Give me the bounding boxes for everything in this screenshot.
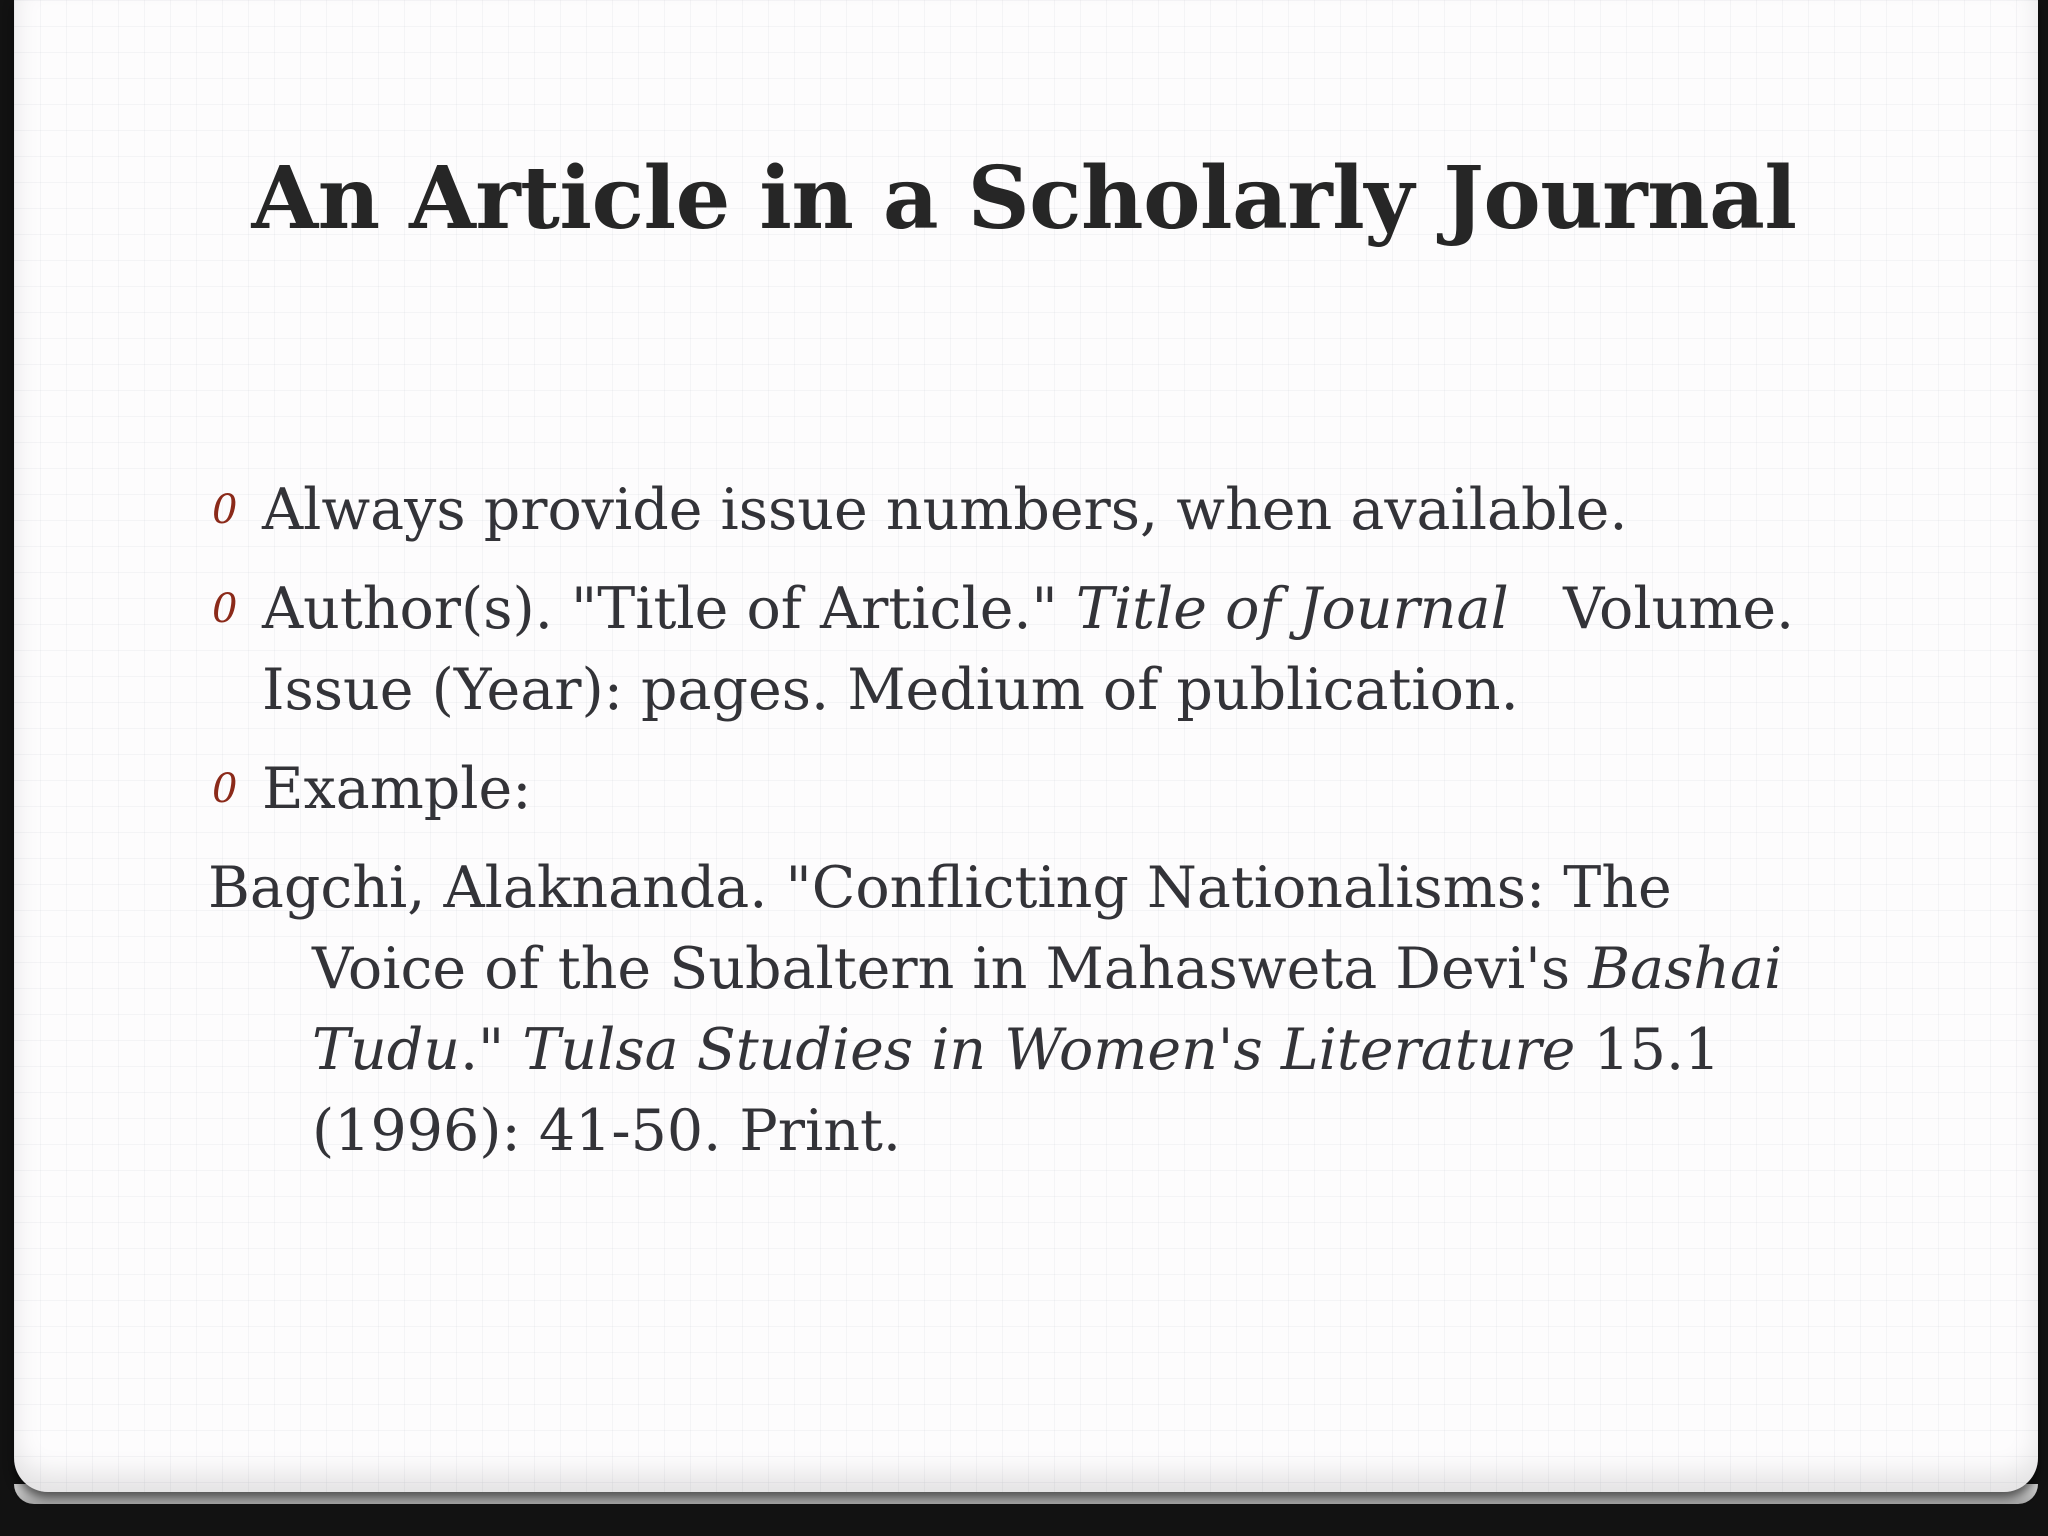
citation-part2: ." [459,1017,523,1083]
citation-journal: Tulsa Studies in Women's Literature [522,1017,1576,1083]
bullet-journal-text: Title of Journal [1075,576,1509,642]
citation-part1: Bagchi, Alaknanda. "Conflicting Nationalisms: The Voice of the Subaltern in Mahasweta Devi's [208,855,1672,1002]
bullet-marker-icon: 0 [212,766,238,812]
bullet-rest-text: Volume. Issue (Year): pages. Medium of publication. [262,576,1813,723]
citation-part3: 15.1 (1996): 41-50. Print. [312,1017,1721,1164]
bullet-item [208,470,1828,551]
citation-book-title: Bashai Tudu [312,936,1783,1083]
bullet-text: Example: [262,756,532,822]
slide-title: An Article in a Scholarly Journal [251,148,1797,249]
slide-content [208,470,1828,1172]
bullet-text: Always provide issue numbers, when available. [262,477,1628,543]
bullet-item [208,569,1828,731]
example-citation [208,848,1828,1172]
bullet-marker-icon: 0 [212,586,238,632]
bullet-marker-icon: 0 [212,487,238,533]
bullet-author-text: Author(s). "Title of Article." [262,576,1076,642]
bullet-item [208,749,1828,830]
